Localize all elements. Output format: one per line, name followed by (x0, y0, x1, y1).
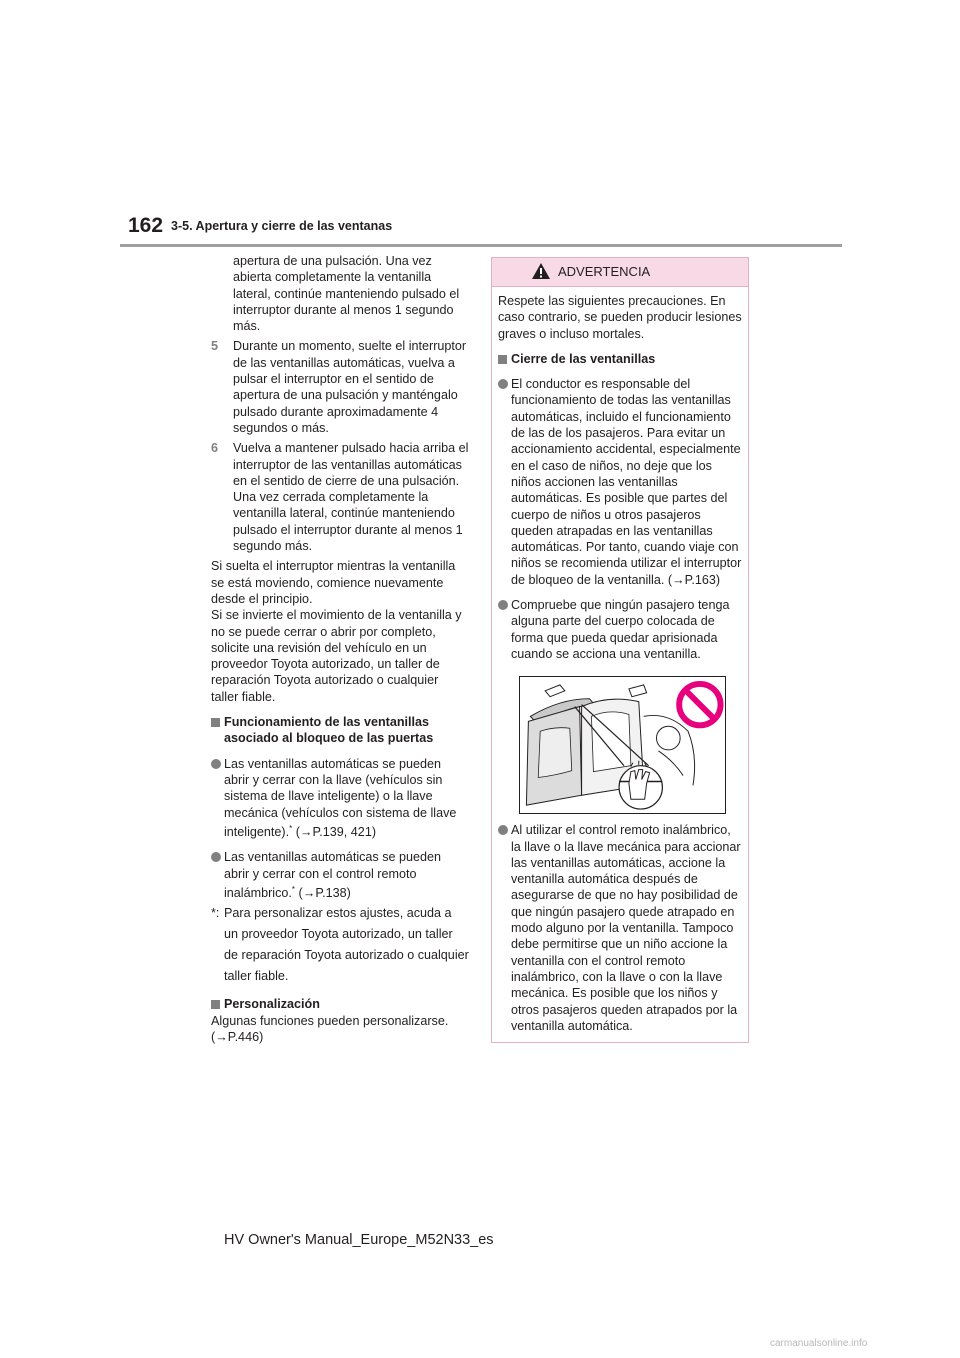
paragraph-restart: Si suelta el interruptor mientras la ventanilla se está moviendo, comience nuevamente desde el principio. (211, 559, 456, 606)
bullet-remote (211, 849, 469, 901)
intro-text: apertura de una pulsación. Una vez abierta completamente la ventanilla lateral, continúe manteniendo pulsado el interruptor durante al menos 1 segundo más. (233, 254, 460, 334)
footer-manual-id: HV Owner's Manual_Europe_M52N33_es (224, 1232, 494, 1248)
subheading-text: Funcionamiento de las ventanillas asociado al bloqueo de las puertas (224, 715, 434, 746)
bullet-text: Compruebe que ningún pasajero tenga alguna parte del cuerpo colocada de forma que pueda quedar aprisionada cuando se acciona una ventanilla. (511, 598, 730, 661)
warning-body (492, 287, 748, 1034)
circle-bullet-icon (211, 852, 221, 862)
square-bullet-icon (211, 1000, 220, 1009)
bullet-text: Las ventanillas automáticas se pueden abrir y cerrar con el control remoto inalámbrico. (224, 850, 442, 901)
step-number: 6 (211, 441, 219, 456)
warning-header (492, 258, 748, 287)
subheading-door-lock (211, 714, 469, 747)
bullet-key (211, 756, 469, 841)
warning-triangle-icon (531, 262, 551, 280)
step-6 (211, 440, 469, 554)
left-column (211, 253, 469, 1045)
circle-bullet-icon (498, 600, 508, 610)
asterisk-mark: * (289, 823, 293, 833)
bullet-text: Las ventanillas automáticas se pueden abrir y cerrar con la llave (vehículos sin sistema de llave inteligente) o la llave mecánica (vehículos con sistema de llave inteligente). (224, 756, 457, 839)
warning-intro: Respete las siguientes precauciones. En caso contrario, se pueden producir lesiones graves o incluso mortales. (498, 294, 742, 341)
footnote-mark: *: (211, 906, 220, 921)
asterisk-mark: * (291, 884, 296, 894)
bullet-text: Al utilizar el control remoto inalámbrico, la llave o la llave mecánica para accionar las ventanillas automáticas, accione la ventanilla automática después de asegurarse de que no hay posibilidad de que ningún pasajero quede atrapado en modo alguno por la ventanilla. Tampoco debe permitirse que un niño accione la ventanilla con el control remoto inalámbrico, con la llave o con la llave mecánica. Es posible que los niños y otros pasajeros queden atrapados por la ventanilla automática. (511, 823, 741, 1033)
bullet-text: El conductor es responsable del funcionamiento de todas las ventanillas automáticas, incluido el funcionamiento de las de los pasajeros. Para evitar un accionamiento accidental, especialmente en el caso de niños, no deje que los niños accionen las ventanillas automáticas. Es posible que partes del cuerpo de niños u otros pasajeros queden atrapadas en las ventanillas automáticas. Por tanto, cuando viaje con niños se recomienda utilizar el interruptor de bloqueo de la ventanilla. (→P.163) (511, 377, 742, 587)
warning-bullet-remote (498, 822, 742, 1034)
subheading-text: Cierre de las ventanillas (511, 351, 656, 366)
subheading-text: Personalización (224, 997, 320, 1012)
step-number: 5 (211, 339, 219, 354)
step-5 (211, 338, 469, 436)
subheading-customization (211, 996, 469, 1012)
paragraph-service: Si se invierte el movimiento de la ventanilla y no se puede cerrar o abrir por completo, solicite una revisión del vehículo en un proveedor Toyota autorizado, un taller de reparación Toyota autorizado o cualquier taller fiable. (211, 608, 462, 704)
circle-bullet-icon (498, 825, 508, 835)
window-pinch-illustration (519, 676, 726, 814)
section-title: 3-5. Apertura y cierre de las ventanas (171, 219, 393, 233)
footnote (211, 903, 469, 987)
square-bullet-icon (498, 355, 507, 364)
page-number: 162 (128, 214, 164, 237)
footnote-text: Para personalizar estos ajustes, acuda a un proveedor Toyota autorizado, un taller de reparación Toyota autorizado o cualquier taller fiable. (224, 906, 469, 984)
warning-bullet-driver (498, 376, 742, 588)
warning-subheading (498, 351, 742, 367)
circle-bullet-icon (498, 379, 508, 389)
circle-bullet-icon (211, 759, 221, 769)
header-divider (120, 244, 842, 247)
watermark: carmanualsonline.info (770, 1338, 868, 1349)
square-bullet-icon (211, 718, 220, 727)
page-reference: (→P.138) (295, 886, 351, 901)
step-text: Durante un momento, suelte el interruptor de las ventanillas automáticas, vuelva a pulsar el interruptor en el sentido de apertura de una pulsación y manténgalo pulsado durante aproximadamente 4 segundos o más. (233, 339, 467, 435)
step-text: Vuelva a mantener pulsado hacia arriba el interruptor de las ventanillas automáticas en el sentido de cierre de una pulsación. Una vez cerrada completamente la ventanilla lateral, continúe manteniendo pulsado el interruptor durante al menos 1 segundo más. (233, 441, 469, 554)
page-reference: (→P.139, 421) (292, 824, 377, 839)
warning-title: ADVERTENCIA (558, 264, 651, 279)
paragraph-customization: Algunas funciones pueden personalizarse. (→P.446) (211, 1013, 449, 1044)
warning-bullet-check (498, 597, 742, 662)
warning-box (491, 257, 749, 1043)
